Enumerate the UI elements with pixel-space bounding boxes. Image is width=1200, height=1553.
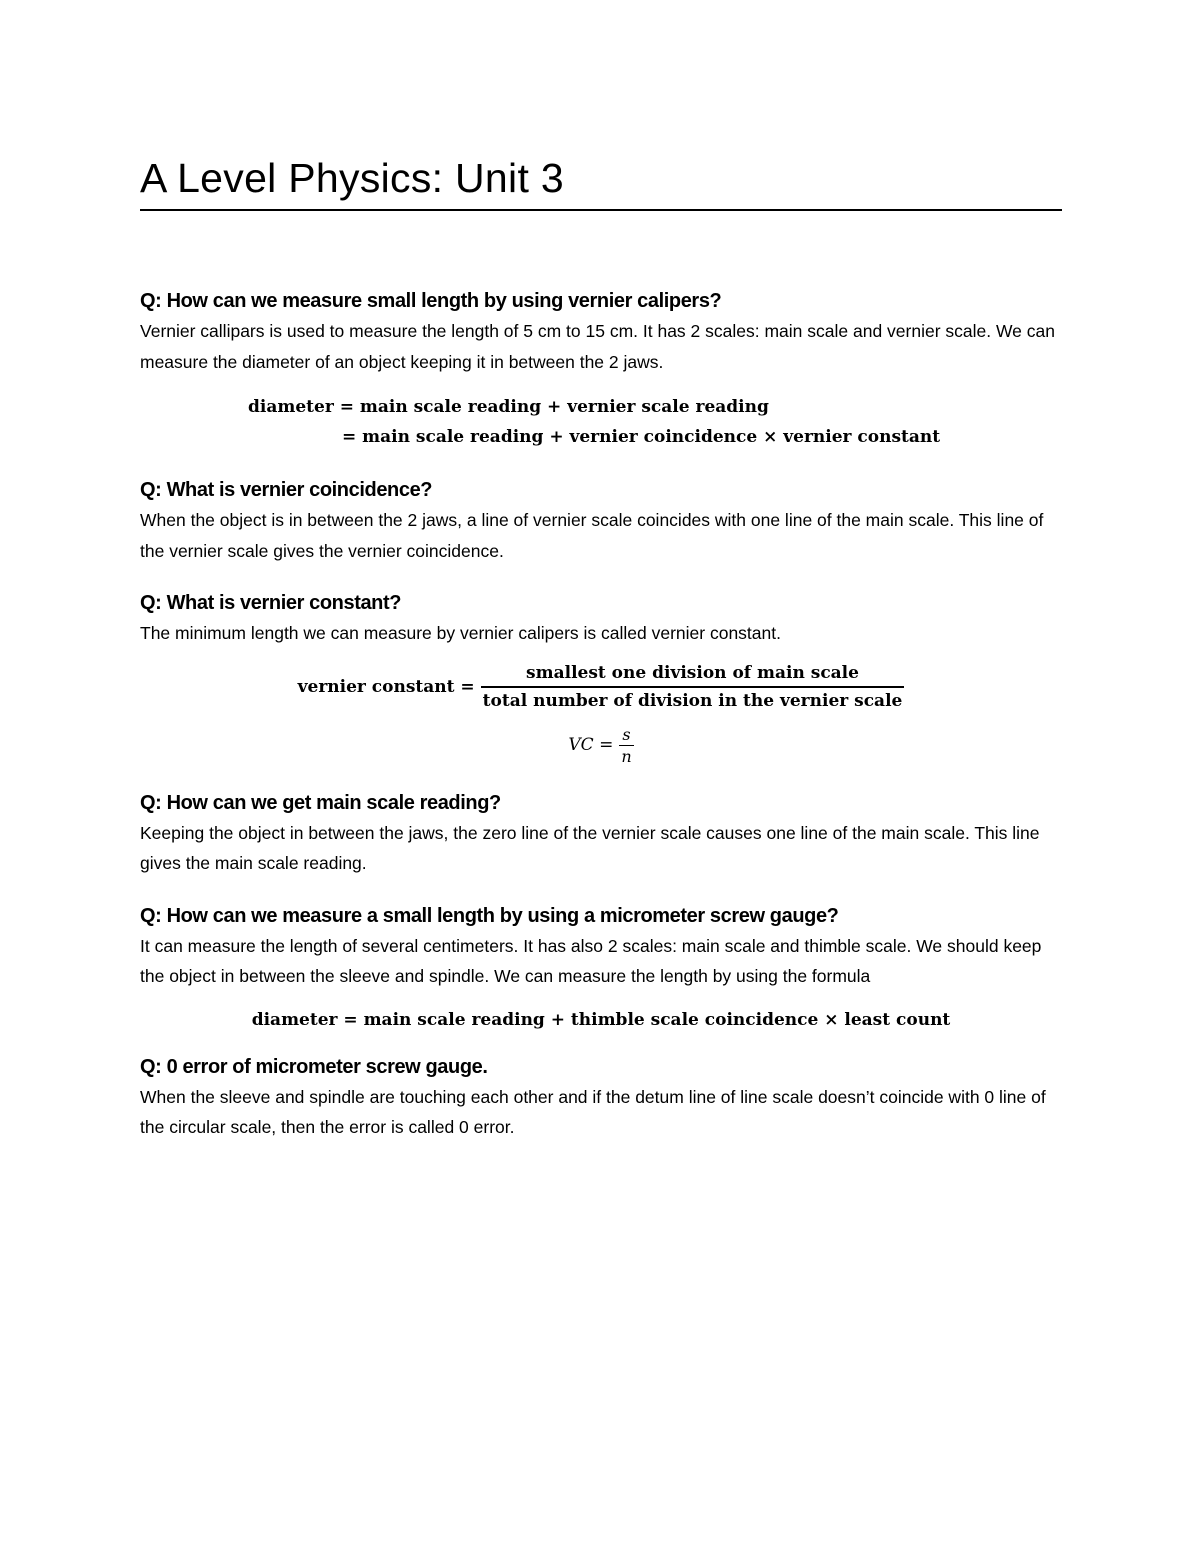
document-page — [140, 148, 1062, 1143]
fraction-numerator: smallest one division of main scale — [526, 662, 859, 683]
section-main-scale-reading — [140, 788, 1062, 879]
section-zero-error — [140, 1052, 1062, 1143]
fraction-numerator: s — [622, 724, 631, 744]
question-heading: Q: What is vernier coincidence? — [140, 479, 433, 501]
fraction-denominator: total number of division in the vernier scale — [481, 686, 905, 711]
answer-text: The minimum length we can measure by vernier calipers is called vernier constant. — [140, 623, 781, 643]
question-heading: Q: What is vernier constant? — [140, 592, 402, 614]
fraction — [481, 663, 905, 711]
answer-text: When the sleeve and spindle are touching each other and if the detum line of line scale doesn’t coincide with 0 line of the circular scale, then the error is called 0 error. — [140, 1086, 1046, 1137]
section-vernier-coincidence — [140, 475, 1062, 566]
section-vernier-calipers — [140, 286, 1062, 457]
answer-text: Vernier callipars is used to measure the length of 5 cm to 15 cm. It has 2 scales: main scale and vernier scale. We can measure the diameter of an object keeping it in between the 2 jaws. — [140, 321, 1055, 372]
section-vernier-constant — [140, 588, 1062, 766]
fraction-denominator: n — [621, 746, 632, 766]
question-heading: Q: 0 error of micrometer screw gauge. — [140, 1055, 488, 1078]
answer-text: Keeping the object in between the jaws, the zero line of the vernier scale causes one line of the main scale. This line gives the main scale reading. — [140, 822, 1040, 873]
equation-line-2: = main scale reading + vernier coincidence × vernier constant — [342, 427, 941, 447]
equation-vernier-constant — [140, 663, 1062, 711]
page-title: A Level Physics: Unit 3 — [140, 148, 1062, 211]
answer-text: When the object is in between the 2 jaws, a line of vernier scale coincides with one line of the main scale. This line of the vernier scale gives the vernier coincidence. — [140, 510, 1044, 561]
equation-diameter-micrometer: diameter = main scale reading + thimble scale coincidence × least count — [251, 1009, 951, 1030]
equation-lhs: VC = — [568, 735, 614, 755]
question-heading: Q: How can we measure small length by using vernier calipers? — [140, 290, 722, 312]
question-heading: Q: How can we measure a small length by using a micrometer screw gauge? — [140, 904, 839, 927]
equation-line-1: diameter = main scale reading + vernier scale reading — [248, 397, 769, 417]
answer-text: It can measure the length of several centimeters. It has also 2 scales: main scale and thimble scale. We should keep the object in between the sleeve and spindle. We can measure the length by using the formula — [140, 935, 1042, 986]
equation-vc — [140, 725, 1062, 766]
fraction — [619, 725, 633, 766]
section-micrometer — [140, 901, 1062, 1030]
question-heading: Q: How can we get main scale reading? — [140, 791, 501, 814]
equation-diameter-vernier — [140, 397, 1062, 457]
equation-lhs: vernier constant = — [297, 676, 475, 697]
